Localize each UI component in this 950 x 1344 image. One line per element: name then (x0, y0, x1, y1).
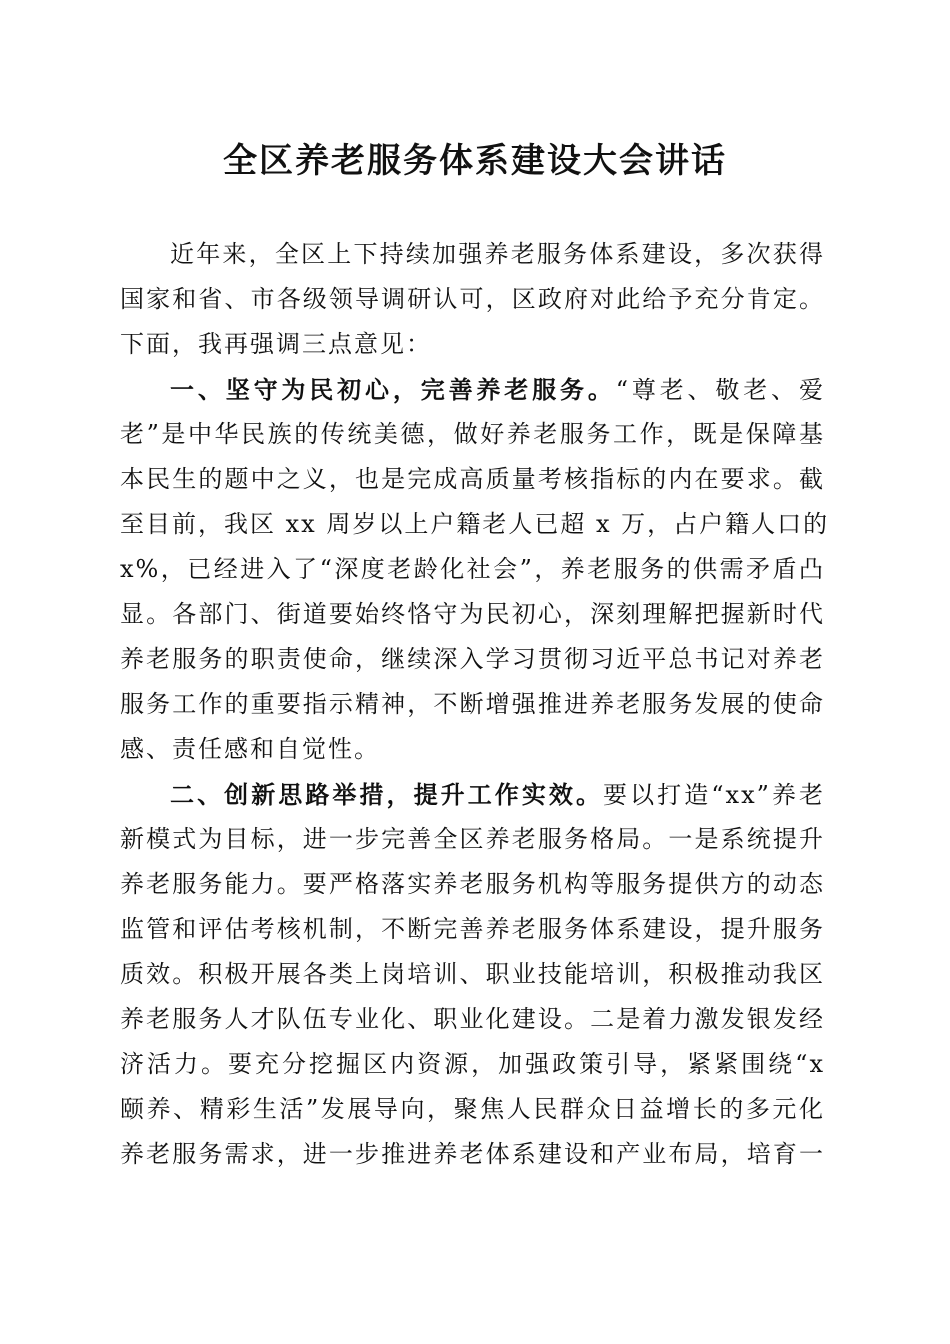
text-line: 颐养、精彩生活”发展导向，聚焦人民群众日益增长的多元化 (120, 1095, 825, 1123)
text-line: 近年来，全区上下持续加强养老服务体系建设，多次获得 (170, 240, 825, 268)
paragraph-section-2 (120, 772, 825, 1177)
text-line (120, 367, 825, 412)
text-line: 国家和省、市各级领导调研认可，区政府对此给予充分肯定。 (120, 285, 825, 313)
text-line: 养老服务的职责使命，继续深入学习贯彻习近平总书记对养老 (120, 645, 825, 673)
text-line: 济活力。要充分挖掘区内资源，加强政策引导，紧紧围绕“x (120, 1050, 825, 1078)
paragraph-intro (120, 232, 825, 367)
text-line: x%，已经进入了“深度老龄化社会”，养老服务的供需矛盾凸 (120, 555, 825, 583)
text-line (120, 772, 825, 817)
text-line: 服务工作的重要指示精神，不断增强推进养老服务发展的使命 (120, 690, 825, 718)
text-line: 显。各部门、街道要始终恪守为民初心，深刻理解把握新时代 (120, 600, 825, 628)
text-line: 新模式为目标，进一步完善全区养老服务格局。一是系统提升 (120, 825, 825, 853)
section-heading: 二、创新思路举措，提升工作实效。 (170, 780, 604, 809)
text-line: 本民生的题中之义，也是完成高质量考核指标的内在要求。截 (120, 465, 825, 493)
text-line: 养老服务人才队伍专业化、职业化建设。二是着力激发银发经 (120, 1005, 825, 1033)
text-line: 老”是中华民族的传统美德，做好养老服务工作，既是保障基 (120, 420, 825, 448)
text-line: 监管和评估考核机制，不断完善养老服务体系建设，提升服务 (120, 915, 825, 943)
document-body (120, 232, 830, 1177)
text-line: 质效。积极开展各类上岗培训、职业技能培训，积极推动我区 (120, 960, 825, 988)
page-title: 全区养老服务体系建设大会讲话 (223, 141, 727, 181)
paragraph-section-1 (120, 367, 830, 772)
text-run: “尊老、敬老、爱 (615, 376, 825, 404)
text-line: 感、责任感和自觉性。 (120, 735, 380, 763)
text-line: 养老服务能力。要严格落实养老服务机构等服务提供方的动态 (120, 870, 825, 898)
text-line: 养老服务需求，进一步推进养老体系建设和产业布局，培育一 (120, 1140, 825, 1168)
section-heading: 一、坚守为民初心，完善养老服务。 (170, 375, 616, 404)
text-run: 要以打造“xx”养老 (603, 781, 826, 809)
text-line: 至目前，我区 xx 周岁以上户籍老人已超 x 万，占户籍人口的 (120, 510, 830, 538)
text-line: 下面，我再强调三点意见： (120, 330, 432, 358)
